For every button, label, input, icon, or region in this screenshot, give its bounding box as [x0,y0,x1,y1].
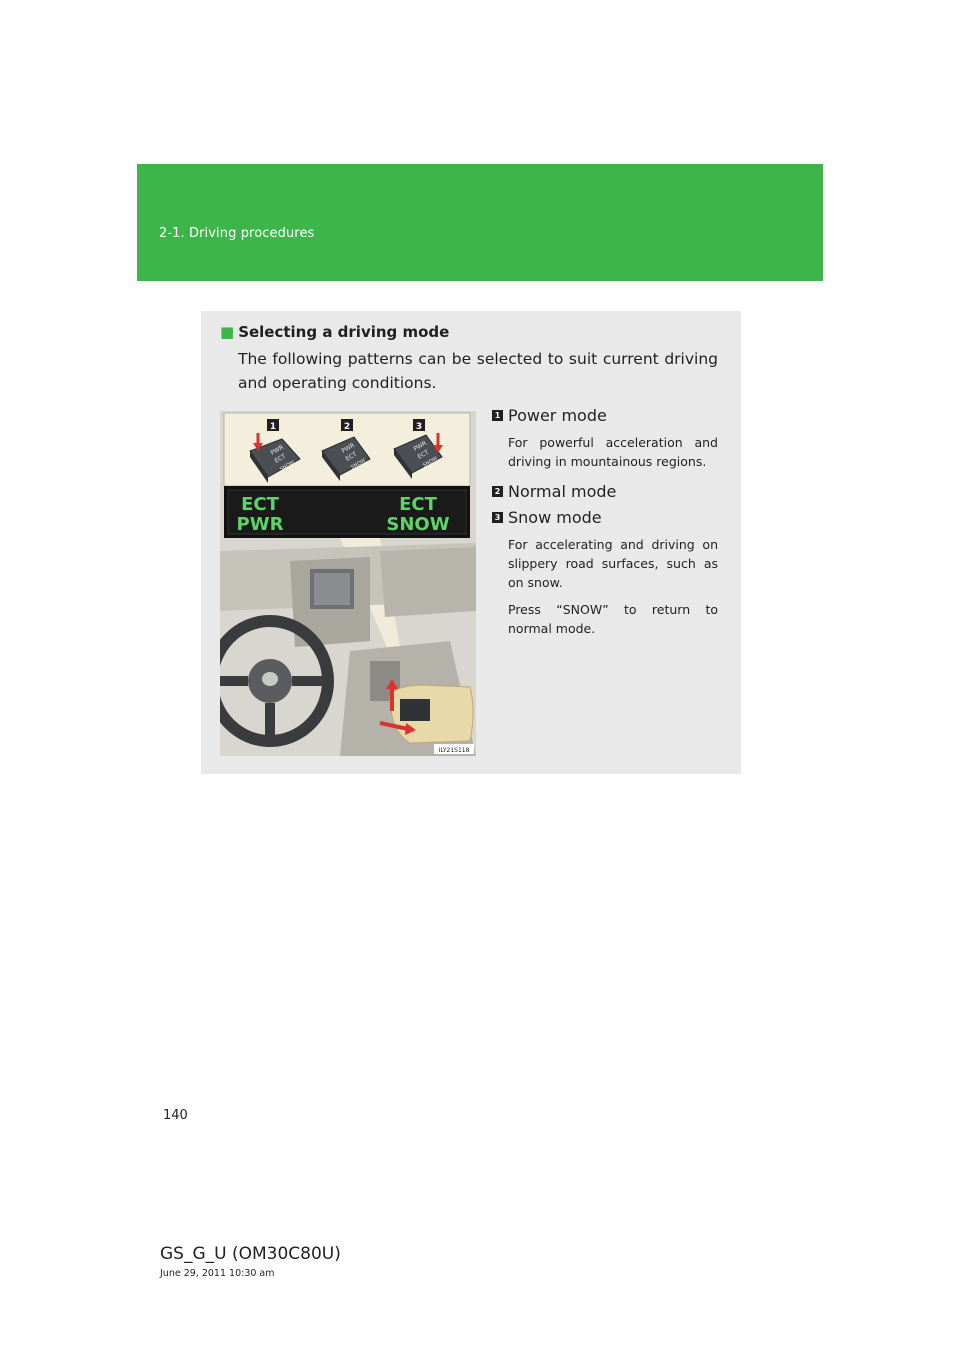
document-code: GS_G_U (OM30C80U) [160,1244,341,1264]
mode-note: Press “SNOW” to return to normal mode. [508,602,718,636]
display-ect-right: ECT [399,494,437,515]
section-heading [220,323,449,341]
switch3-label-pwr: PWR [412,439,428,453]
number-badge-1: 1 [492,410,503,421]
mode-title: Power mode [508,406,607,425]
display-snow: SNOW [386,514,450,535]
mode-item-normal [492,481,718,503]
switch3-label-snow: SNOW [422,455,439,469]
mode-title: Snow mode [508,508,602,527]
mode-list [492,405,718,638]
switch1-label-snow: SNOW [279,459,296,473]
mode-title: Normal mode [508,482,617,501]
switch1-label-pwr: PWR [269,443,285,457]
display-pwr: PWR [236,514,284,535]
switch2-label-pwr: PWR [340,441,356,455]
callout-1: 1 [269,422,277,432]
driving-mode-illustration [220,411,476,756]
callout-2: 2 [343,422,351,432]
heading-text: Selecting a driving mode [238,323,450,341]
display-ect-left: ECT [241,494,279,515]
page-number: 140 [163,1108,188,1123]
illustration [220,411,476,756]
mode-description: For accelerating and driving on slippery road surfaces, such as on snow. [508,537,718,590]
mode-item-snow [492,507,718,638]
mode-description: For powerful acceleration and driving in mountainous regions. [508,435,718,469]
mode-item-power [492,405,718,471]
header-band [137,164,823,281]
switch2-label-snow: SNOW [350,457,367,471]
section-title: 2-1. Driving procedures [159,226,315,241]
switch3-label-ect: ECT [416,448,431,461]
number-badge-2: 2 [492,486,503,497]
callout-3: 3 [415,422,423,432]
number-badge-3: 3 [492,512,503,523]
illustration-code: ILY21S118 [438,747,470,754]
heading-square-icon: ■ [220,323,235,341]
switch1-label-ect: ECT [273,452,288,465]
intro-paragraph: The following patterns can be selected to suit current driving and operating conditions. [238,350,718,392]
document-date: June 29, 2011 10:30 am [160,1268,275,1279]
switch2-label-ect: ECT [344,450,359,463]
content-box [201,311,741,774]
